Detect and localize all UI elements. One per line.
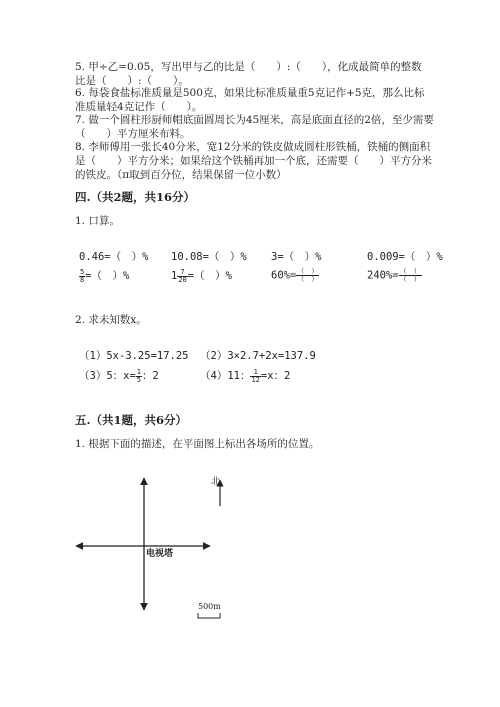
position-map [72, 472, 252, 622]
oral-item-6: 1 $\frac{7}{20}$ =（ ）% [171, 267, 232, 284]
north-label: 北 [211, 477, 221, 487]
section-4-q2-label: 2. 求未知数x。 [75, 314, 147, 326]
scale-label: 500m [198, 602, 221, 611]
blank-fraction: $\frac{( )}{( )}$ [399, 267, 421, 283]
question-7-line-2: （ ）平方厘米布料。 [75, 128, 191, 140]
equation-2: （2）3×2.7+2x=137.9 [200, 350, 316, 362]
section-4-title: 四.（共2题，共16分） [75, 190, 196, 204]
fraction-1-5: $\frac{1}{5}$ [136, 367, 142, 384]
question-8-line-1: 8. 李师傅用一张长40分米，宽12分米的铁皮做成圆柱形铁桶，铁桶的侧面积 [75, 141, 431, 153]
oral-item-1: 0.46=（ ）% [79, 251, 149, 263]
question-8-line-2: 是（ ）平方分米；如果给这个铁桶再加一个底，还需要（ ）平方分米 [75, 155, 432, 167]
oral-item-7: 60%= $\frac{( )}{( )}$ [271, 267, 319, 283]
equation-4: （4）11： $\frac{1}{12}$ =x：2 [200, 367, 291, 384]
blank-fraction: $\frac{( )}{( )}$ [297, 267, 319, 283]
question-8-line-3: 的铁皮。（π取到百分位，结果保留一位小数） [75, 169, 287, 181]
fraction-7-20: $\frac{7}{20}$ [178, 267, 187, 284]
fraction-1-12: $\frac{1}{12}$ [251, 367, 260, 384]
equation-1: （1）5x-3.25=17.25 [79, 350, 189, 362]
equation-3: （3）5：x= $\frac{1}{5}$ ：2 [79, 367, 159, 384]
oral-item-2: 10.08=（ ）% [171, 251, 247, 263]
scale-bar [198, 613, 220, 618]
question-5-line-1: 5. 甲÷乙=0.05，写出甲与乙的比是（ ）:（ ），化成最简单的整数 [75, 61, 422, 73]
oral-item-8: 240%= $\frac{( )}{( )}$ [367, 267, 421, 283]
section-5-q1-text: 1. 根据下面的描述，在平面图上标出各场所的位置。 [75, 438, 320, 450]
fraction-5-8: $\frac{5}{8}$ [80, 267, 85, 284]
question-6-line-2: 准质量轻4克记作（ ）。 [75, 101, 203, 113]
oral-item-4: 0.009=（ ）% [367, 251, 443, 263]
question-5-line-2: 比是（ ）:（ ）。 [75, 75, 189, 87]
question-7-line-1: 7. 做一个圆柱形厨师帽底面圆周长为45厘米，高是底面直径的2倍，至少需要 [75, 114, 434, 126]
tv-tower-label: 电视塔 [146, 549, 174, 559]
section-4-q1-label: 1. 口算。 [75, 215, 120, 227]
section-5-title: 五.（共1题，共6分） [75, 413, 188, 427]
question-6-line-1: 6. 每袋食盐标准质量是500克，如果比标准质量重5克记作+5克，那么比标 [75, 87, 425, 99]
oral-item-5: $\frac{5}{8}$ =（ ）% [80, 267, 130, 284]
oral-item-3: 3=（ ）% [271, 251, 322, 263]
